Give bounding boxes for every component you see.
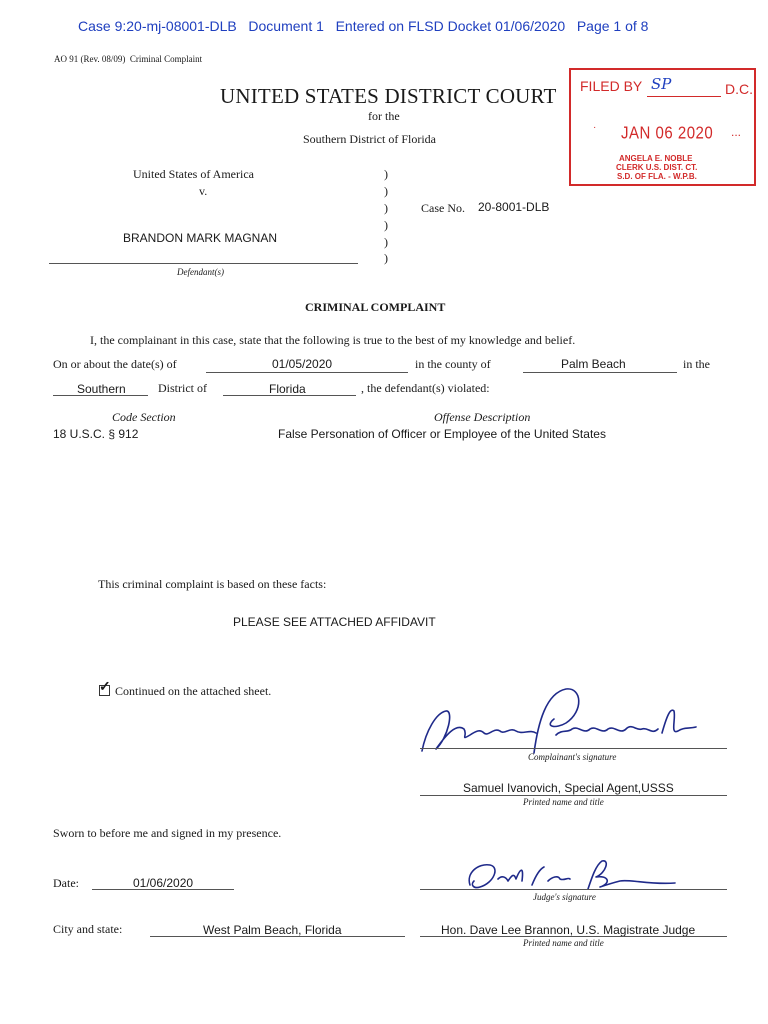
checkmark-icon: ✓ — [99, 680, 111, 695]
complainant-signature-label: Complainant's signature — [528, 752, 617, 762]
city-value: West Palm Beach, Florida — [203, 923, 342, 937]
caption-paren-4: ) — [384, 218, 388, 232]
stamp-date: JAN 06 2020 — [621, 123, 714, 144]
stamp-filed-by: FILED BY — [580, 78, 643, 94]
sworn-date-value: 01/06/2020 — [133, 876, 194, 890]
stamp-dc: D.C. — [725, 81, 753, 97]
continued-label: Continued on the attached sheet. — [115, 684, 272, 698]
plaintiff-name: United States of America — [133, 167, 254, 181]
versus: v. — [199, 184, 208, 198]
defendant-name: BRANDON MARK MAGNAN — [123, 231, 278, 245]
court-for-the: for the — [368, 109, 400, 123]
state-value: Florida — [269, 382, 306, 396]
judge-signature-line — [420, 889, 727, 890]
filed-stamp — [569, 68, 756, 186]
caption-paren-6: ) — [384, 251, 388, 265]
code-section-label: Code Section — [112, 410, 176, 424]
county-value: Palm Beach — [561, 357, 626, 371]
stamp-clerk-district: S.D. OF FLA. - W.P.B. — [617, 172, 697, 181]
court-district: Southern District of Florida — [303, 132, 436, 146]
stamp-clerk-title: CLERK U.S. DIST. CT. — [616, 163, 698, 172]
judge-printed-name: Hon. Dave Lee Brannon, U.S. Magistrate Judge — [441, 923, 696, 937]
in-the-label: in the — [683, 357, 710, 371]
district-of-label: District of — [158, 381, 207, 395]
offense-description-label: Offense Description — [434, 410, 531, 424]
stamp-initials: SP — [651, 75, 672, 93]
complaint-heading: CRIMINAL COMPLAINT — [305, 300, 446, 314]
district-value: Southern — [77, 382, 126, 396]
on-or-about-label: On or about the date(s) of — [53, 357, 177, 371]
code-section-value: 18 U.S.C. § 912 — [53, 427, 139, 441]
city-label: City and state: — [53, 922, 123, 936]
offense-date: 01/05/2020 — [272, 357, 333, 371]
docket-header: Case 9:20-mj-08001-DLB Document 1 Entered on FLSD Docket 01/06/2020 Page 1 of 8 — [78, 18, 649, 34]
facts-intro: This criminal complaint is based on these facts: — [98, 577, 327, 591]
violated-label: , the defendant(s) violated: — [361, 381, 490, 395]
stamp-dot-left: · — [593, 122, 597, 133]
stamp-clerk-name: ANGELA E. NOBLE — [619, 154, 693, 163]
defendant-line — [49, 263, 358, 264]
judge-printed-line — [420, 936, 727, 937]
complainant-printed-name: Samuel Ivanovich, Special Agent,USSS — [463, 781, 674, 795]
caption-paren-1: ) — [384, 167, 388, 181]
date-label: Date: — [53, 876, 79, 890]
complainant-printed-line — [420, 795, 727, 796]
complaint-intro: I, the complainant in this case, state that the following is true to the best of my knowledge and belief. — [90, 333, 576, 347]
stamp-dots-right: ... — [731, 125, 742, 139]
caption-paren-2: ) — [384, 184, 388, 198]
county-line — [523, 372, 677, 373]
caption-paren-3: ) — [384, 201, 388, 215]
continued-checkbox[interactable] — [99, 680, 111, 696]
judge-printed-label: Printed name and title — [523, 938, 604, 948]
defendant-label: Defendant(s) — [177, 267, 224, 277]
complainant-printed-label: Printed name and title — [523, 797, 604, 807]
facts-value: PLEASE SEE ATTACHED AFFIDAVIT — [233, 615, 436, 629]
complainant-signature-line — [420, 748, 727, 749]
date-line — [206, 372, 408, 373]
caption-paren-5: ) — [384, 235, 388, 249]
judge-signature-label: Judge's signature — [533, 892, 596, 902]
case-no-label: Case No. — [421, 201, 465, 215]
county-label: in the county of — [415, 357, 491, 371]
court-title: UNITED STATES DISTRICT COURT — [220, 84, 557, 108]
form-id: AO 91 (Rev. 08/09) Criminal Complaint — [54, 54, 203, 64]
sworn-statement: Sworn to before me and signed in my presence. — [53, 826, 282, 840]
offense-description-value: False Personation of Officer or Employee of the United States — [278, 427, 606, 441]
case-no-value: 20-8001-DLB — [478, 200, 550, 214]
